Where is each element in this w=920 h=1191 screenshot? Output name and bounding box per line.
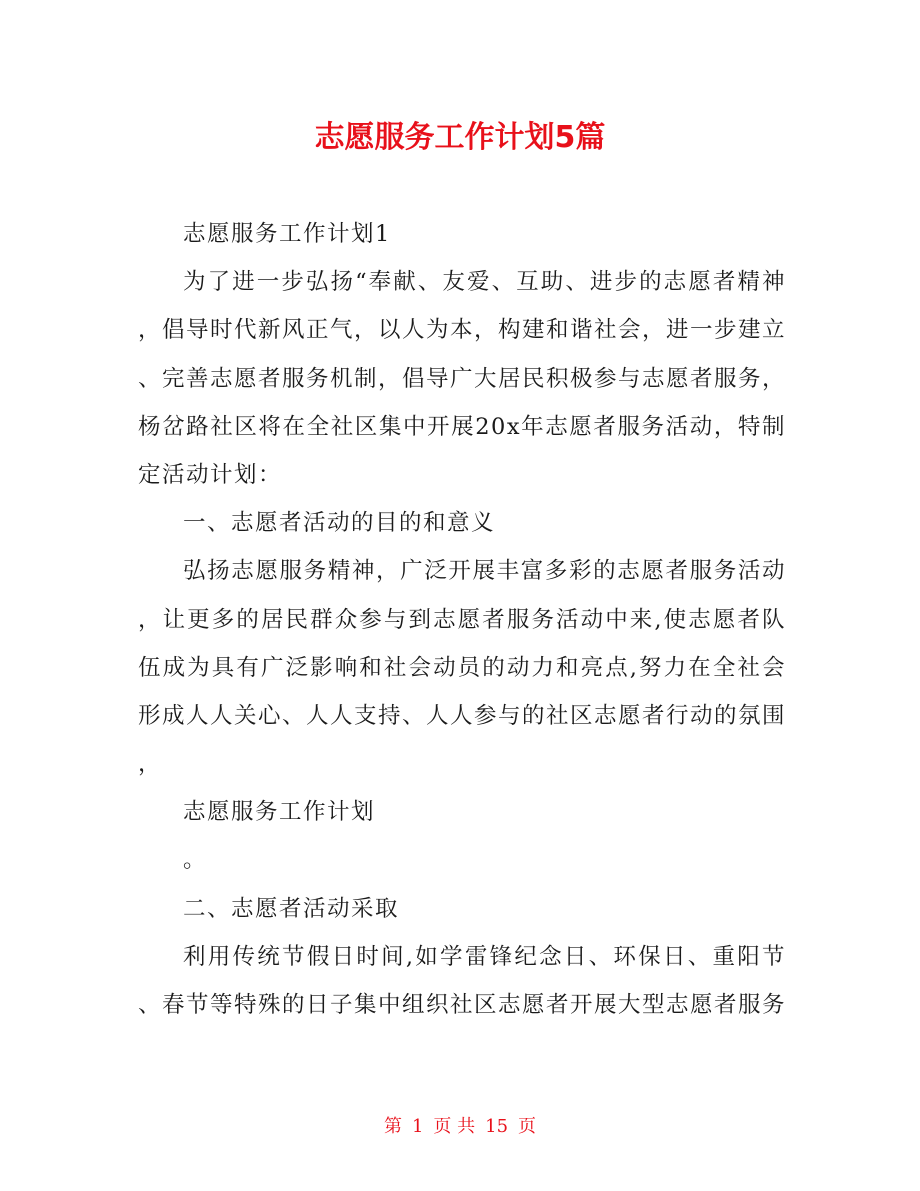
footer-total-pages: 15	[485, 1116, 509, 1137]
paragraph-heading: 志愿服务工作计划1	[183, 221, 391, 247]
paragraph-line: 定活动计划：	[138, 461, 283, 488]
section-heading: 二、志愿者活动采取	[183, 895, 400, 922]
paragraph-line: 为了进一步弘扬“奉献、友爱、互助、进步的志愿者精神	[183, 269, 786, 296]
footer-prefix: 第	[383, 1116, 402, 1137]
page-footer	[0, 1112, 920, 1138]
paragraph-line: ，	[138, 751, 163, 778]
footer-page-number: 1	[411, 1116, 424, 1137]
paragraph-line: 、春节等特殊的日子集中组织社区志愿者开展大型志愿者服务	[138, 992, 787, 1018]
section-heading: 一、志愿者活动的目的和意义	[183, 510, 496, 537]
document-body	[138, 210, 786, 1029]
paragraph-line: 志愿服务工作计划	[183, 799, 376, 826]
paragraph-line: 形成人人关心、人人支持、人人参与的社区志愿者行动的氛围	[138, 702, 787, 729]
footer-suffix: 页	[518, 1116, 537, 1137]
footer-middle: 页 共	[433, 1116, 476, 1137]
paragraph-line: 弘扬志愿服务精神，广泛开展丰富多彩的志愿者服务活动	[183, 558, 786, 585]
paragraph-line: 杨岔路社区将在全社区集中开展20x年志愿者服务活动，特制	[138, 413, 786, 440]
paragraph-line: 伍成为具有广泛影响和社会动员的动力和亮点,努力在全社会	[138, 654, 786, 681]
paragraph-line: 利用传统节假日时间,如学雷锋纪念日、环保日、重阳节	[183, 943, 786, 970]
paragraph-line: ，倡导时代新风正气，以人为本，构建和谐社会，进一步建立	[138, 317, 787, 344]
document-title: 志愿服务工作计划5篇	[314, 120, 606, 155]
paragraph-line: ，让更多的居民群众参与到志愿者服务活动中来,使志愿者队	[138, 606, 786, 633]
paragraph-line: 、完善志愿者服务机制，倡导广大居民积极参与志愿者服务，	[138, 365, 787, 392]
paragraph-line: 。	[183, 847, 208, 874]
